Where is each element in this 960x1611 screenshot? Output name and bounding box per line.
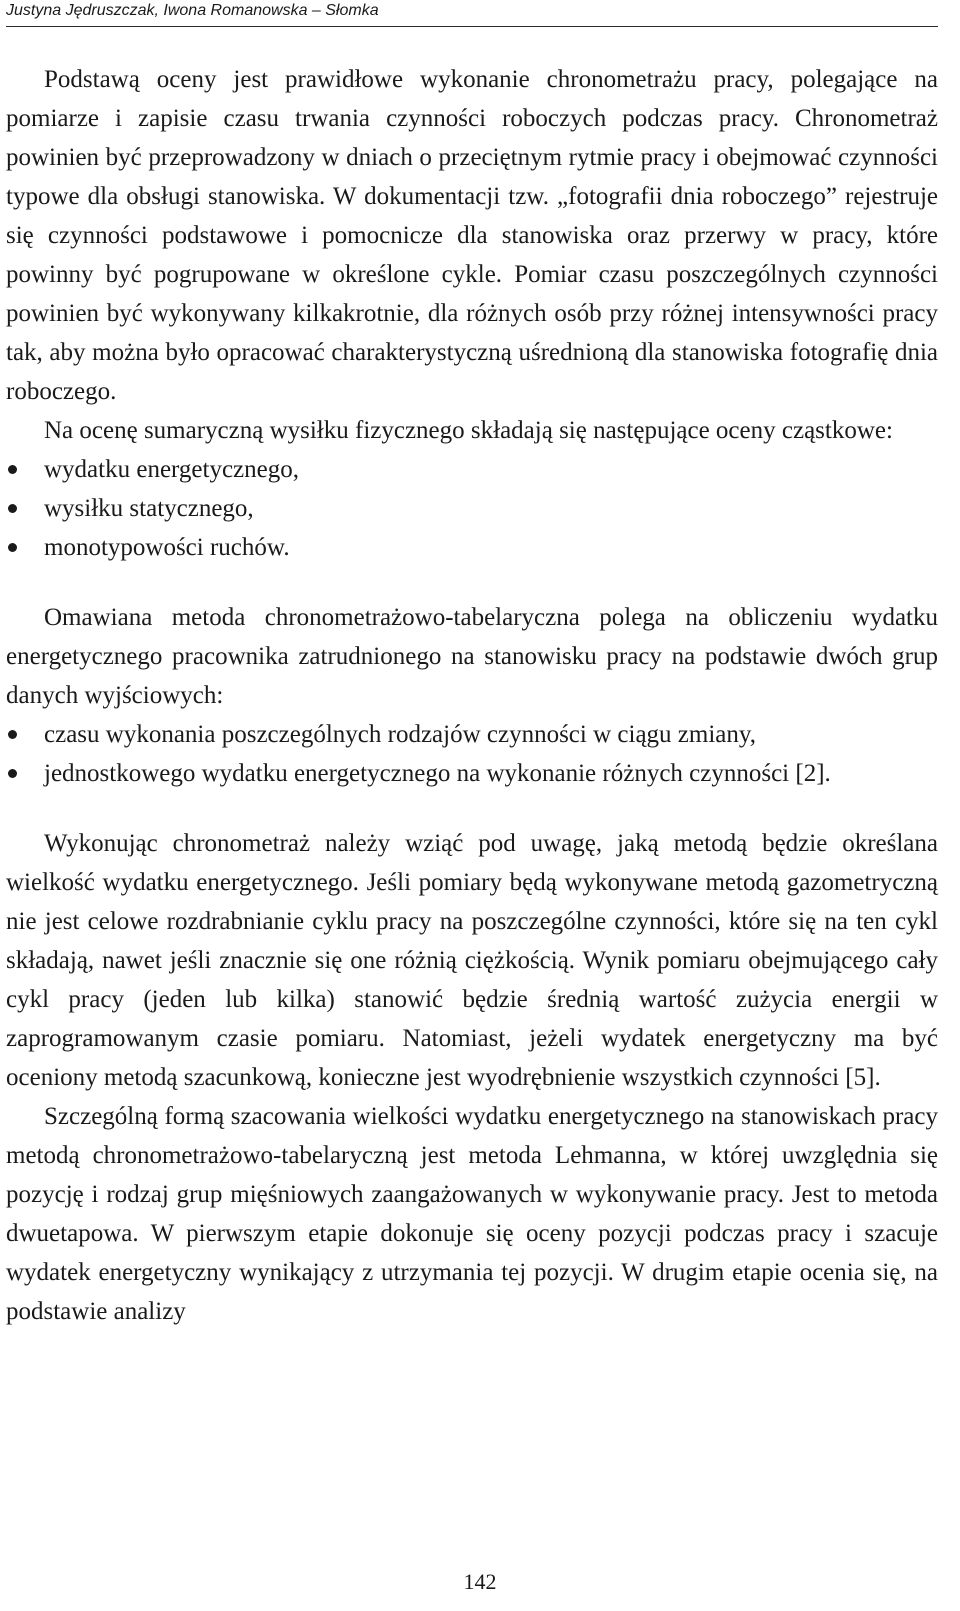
section-assessment-basis	[6, 60, 938, 567]
paragraph-chronometry-basis: Podstawą oceny jest prawidłowe wykonanie chronometrażu pracy, polegające na pomiarze i zapisie czasu trwania czynności roboczych podczas pracy. Chronometraż powinien być przeprowadzony w dniach o przeciętnym rytmie pracy i obejmować czynności typowe dla obsługi stanowiska. W dokumentacji tzw. „fotografii dnia roboczego” rejestruje się czynności podstawowe i pomocnicze dla stanowiska oraz przerwy w pracy, które powinny być pogrupowane w określone cykle. Pomiar czasu poszczególnych czynności powinien być wykonywany kilkakrotnie, dla różnych osób przy różnej intensywności pracy tak, aby można było opracować charakterystyczną uśrednioną dla stanowiska fotografię dnia roboczego.	[6, 66, 938, 405]
bullet-dot-icon	[8, 465, 17, 474]
paragraph-measurement-method: Wykonując chronometraż należy wziąć pod uwagę, jaką metodą będzie określana wielkość wydatku energetycznego. Jeśli pomiary będą wykonywane metodą gazometryczną nie jest celowe rozdrabnianie cyklu pracy na poszczególne czynności, które się na ten cykl składają, nawet jeśli znacznie się one różnią ciężkością. Wynik pomiaru obejmującego cały cykl pracy (jeden lub kilka) stanowić będzie średnią wartość zużycia energii w zaprogramowanym czasie pomiaru. Natomiast, jeżeli wydatek energetyczny ma być oceniony metodą szacunkową, konieczne jest wyodrębnienie wszystkich czynności [5].	[6, 830, 938, 1091]
section-method-description	[6, 598, 938, 793]
bullet-list-partial-assessments	[6, 450, 938, 567]
list-item	[6, 715, 938, 754]
paragraph-partial-assessments: Na ocenę sumaryczną wysiłku fizycznego składają się następujące oceny cząstkowe:	[44, 417, 893, 444]
list-item-text: monotypowości ruchów.	[44, 534, 290, 561]
list-item-text: czasu wykonania poszczególnych rodzajów czynności w ciągu zmiany,	[44, 721, 756, 748]
bullet-dot-icon	[8, 504, 17, 513]
bullet-dot-icon	[8, 769, 17, 778]
list-item-text: jednostkowego wydatku energetycznego na wykonanie różnych czynności [2].	[44, 760, 831, 787]
bullet-dot-icon	[8, 543, 17, 552]
list-item-text: wydatku energetycznego,	[44, 456, 299, 483]
list-item-text: wysiłku statycznego,	[44, 495, 254, 522]
paragraph-method-description: Omawiana metoda chronometrażowo-tabelaryczna polega na obliczeniu wydatku energetycznego pracownika zatrudnionego na stanowisku pracy na podstawie dwóch grup danych wyjściowych:	[6, 604, 938, 709]
running-header-authors: Justyna Jędruszczak, Iwona Romanowska – Słomka	[6, 0, 938, 27]
bullet-dot-icon	[8, 730, 17, 739]
list-item	[6, 489, 938, 528]
list-item	[6, 754, 938, 793]
paragraph-lehmann-method: Szczególną formą szacowania wielkości wydatku energetycznego na stanowiskach pracy metodą chronometrażowo-tabelaryczną jest metoda Lehmanna, w której uwzględnia się pozycję i rodzaj grup mięśniowych zaangażowanych w wykonywanie pracy. Jest to metoda dwuetapowa. W pierwszym etapie dokonuje się oceny pozycji podczas pracy i szacuje wydatek energetyczny wynikający z utrzymania tej pozycji. W drugim etapie ocenia się, na podstawie analizy	[6, 1103, 938, 1325]
bullet-list-input-data	[6, 715, 938, 793]
list-item	[6, 450, 938, 489]
page-number: 142	[463, 1569, 497, 1594]
list-item	[6, 528, 938, 567]
section-measurement-method	[6, 824, 938, 1331]
body-text	[6, 60, 938, 1331]
